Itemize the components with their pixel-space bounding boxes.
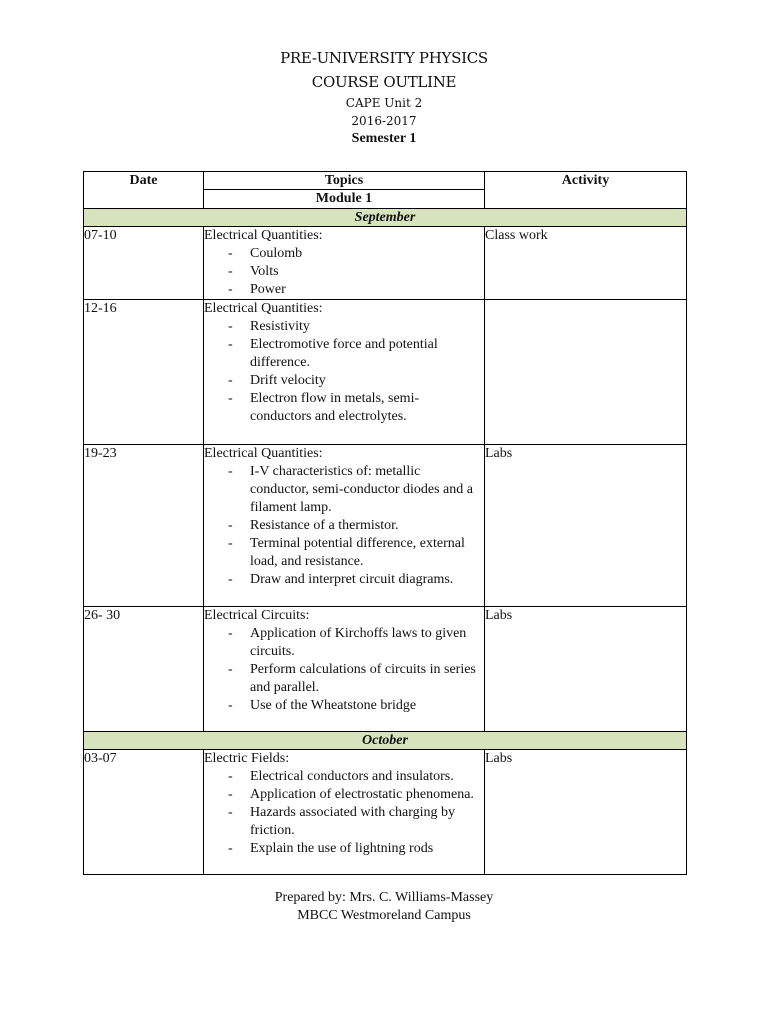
topic-heading: Electrical Quantities: bbox=[204, 301, 323, 316]
topics-header-label: Topics bbox=[204, 172, 484, 190]
date-cell: 07-10 bbox=[84, 227, 204, 300]
list-item: - I-V characteristics of: metallic conductor, semi-conductor diodes and a filament lamp. bbox=[204, 463, 484, 517]
activity-column-header: Activity bbox=[485, 172, 687, 209]
topic-list bbox=[204, 245, 484, 299]
table-row bbox=[84, 750, 687, 875]
list-item: - Application of electrostatic phenomena. bbox=[204, 786, 484, 804]
month-row-october bbox=[84, 732, 687, 750]
activity-cell: Labs bbox=[485, 607, 687, 732]
course-title-line2: COURSE OUTLINE bbox=[311, 73, 457, 91]
list-item: - Drift velocity bbox=[204, 372, 484, 390]
activity-cell: Class work bbox=[485, 227, 687, 300]
list-item: - Resistivity bbox=[204, 318, 484, 336]
month-label: October bbox=[84, 732, 687, 750]
list-item: - Coulomb bbox=[204, 245, 484, 263]
topic-cell bbox=[204, 607, 485, 732]
topic-cell bbox=[204, 445, 485, 607]
list-item: - Electromotive force and potential difference. bbox=[204, 336, 484, 372]
topic-cell bbox=[204, 300, 485, 445]
course-title-line1: PRE-UNIVERSITY PHYSICS bbox=[280, 49, 488, 67]
topic-cell bbox=[204, 227, 485, 300]
unit-label: CAPE Unit 2 bbox=[345, 96, 423, 110]
month-row-september bbox=[84, 209, 687, 227]
list-item: - Volts bbox=[204, 263, 484, 281]
date-cell: 19-23 bbox=[84, 445, 204, 607]
activity-cell bbox=[485, 300, 687, 445]
course-outline-table bbox=[83, 171, 687, 875]
list-item: - Resistance of a thermistor. bbox=[204, 517, 484, 535]
list-item: - Hazards associated with charging by friction. bbox=[204, 804, 484, 840]
activity-cell: Labs bbox=[485, 445, 687, 607]
campus-name: MBCC Westmoreland Campus bbox=[297, 908, 471, 923]
list-item: - Power bbox=[204, 281, 484, 299]
topic-list bbox=[204, 463, 484, 589]
table-row bbox=[84, 445, 687, 607]
list-item: - Electrical conductors and insulators. bbox=[204, 768, 484, 786]
academic-year: 2016-2017 bbox=[351, 114, 417, 128]
topic-heading: Electric Fields: bbox=[204, 751, 290, 766]
date-cell: 26- 30 bbox=[84, 607, 204, 732]
list-item: - Explain the use of lightning rods bbox=[204, 840, 484, 858]
module-label: Module 1 bbox=[315, 191, 373, 206]
date-column-header: Date bbox=[84, 172, 204, 209]
activity-cell: Labs bbox=[485, 750, 687, 875]
list-item: - Electron flow in metals, semi-conductors and electrolytes. bbox=[204, 390, 484, 426]
table-row bbox=[84, 300, 687, 445]
list-item: - Terminal potential difference, external load, and resistance. bbox=[204, 535, 484, 571]
month-label: September bbox=[84, 209, 687, 227]
date-cell: 12-16 bbox=[84, 300, 204, 445]
topic-heading: Electrical Quantities: bbox=[204, 446, 323, 461]
topic-cell bbox=[204, 750, 485, 875]
topic-list bbox=[204, 625, 484, 715]
list-item: - Use of the Wheatstone bridge bbox=[204, 697, 484, 715]
semester-label: Semester 1 bbox=[351, 131, 417, 146]
prepared-by: Prepared by: Mrs. C. Williams-Massey bbox=[274, 890, 494, 905]
topic-heading: Electrical Quantities: bbox=[204, 228, 323, 243]
date-cell: 03-07 bbox=[84, 750, 204, 875]
topic-list bbox=[204, 318, 484, 426]
list-item: - Application of Kirchoffs laws to given circuits. bbox=[204, 625, 484, 661]
topic-heading: Electrical Circuits: bbox=[204, 608, 310, 623]
list-item: - Draw and interpret circuit diagrams. bbox=[204, 571, 484, 589]
table-row bbox=[84, 227, 687, 300]
list-item: - Perform calculations of circuits in series and parallel. bbox=[204, 661, 484, 697]
table-row bbox=[84, 607, 687, 732]
table-header-row bbox=[84, 172, 687, 209]
topics-column-header bbox=[204, 172, 485, 209]
topic-list bbox=[204, 768, 484, 858]
